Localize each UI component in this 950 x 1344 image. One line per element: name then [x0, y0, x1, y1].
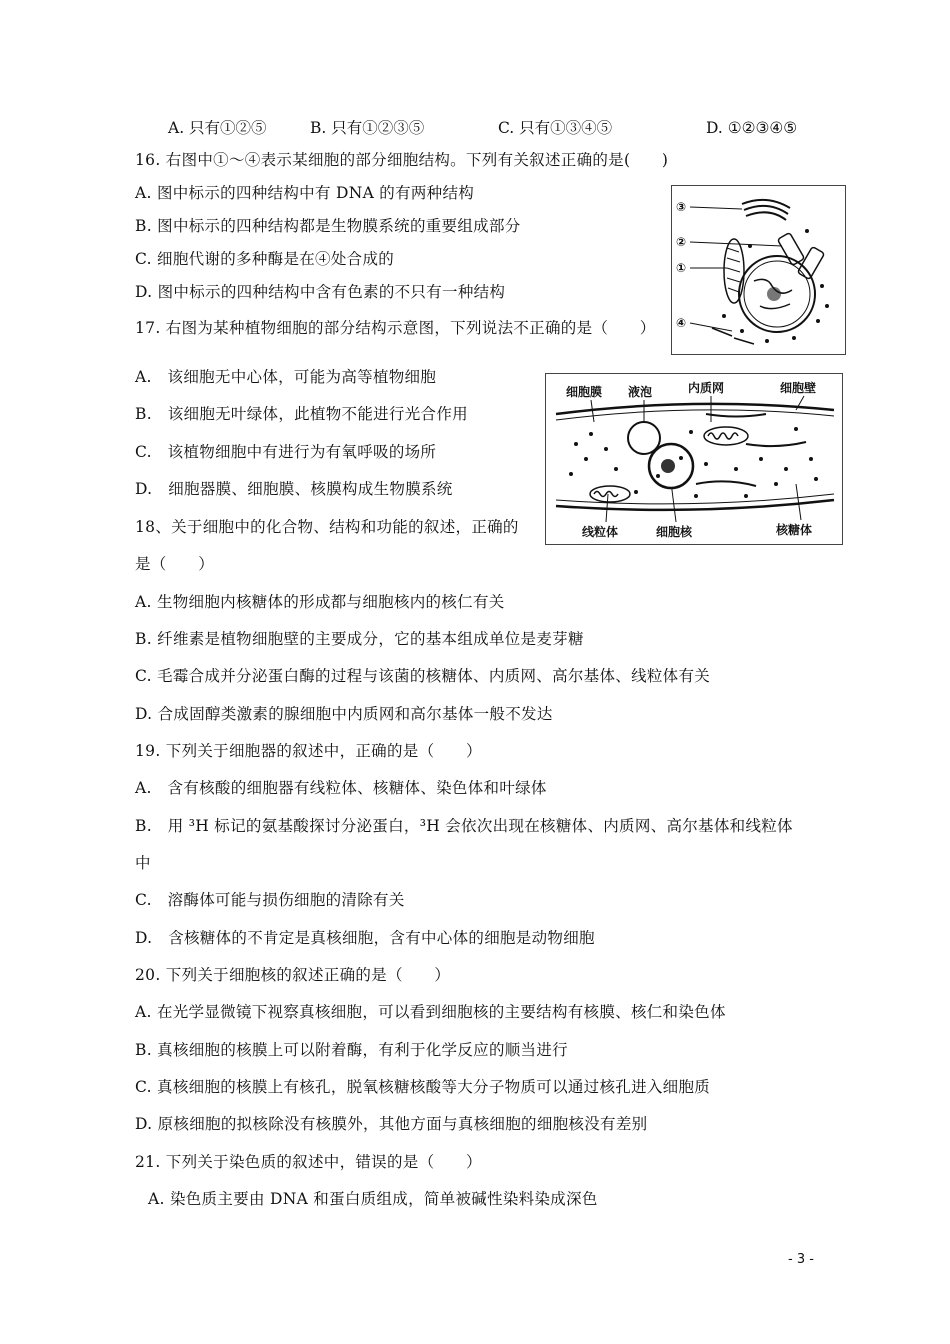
- q18-option-d: D. 合成固醇类激素的腺细胞中内质网和高尔基体一般不发达: [135, 705, 553, 723]
- animal-cell-diagram: [672, 186, 845, 354]
- q19-option-d: D. 含核糖体的不肯定是真核细胞，含有中心体的细胞是动物细胞: [135, 929, 595, 947]
- label-vacuole: 液泡: [628, 385, 653, 399]
- er-fragment: [712, 328, 754, 344]
- q16-option-a: A. 图中标示的四种结构中有 DNA 的有两种结构: [135, 184, 475, 202]
- q17-cell-figure: [545, 373, 843, 545]
- q20-option-d: D. 原核细胞的拟核除没有核膜外，其他方面与真核细胞的细胞核没有差别: [135, 1115, 648, 1133]
- q16-stem: 16. 右图中①～④表示某细胞的部分细胞结构。下列有关叙述正确的是( ): [135, 151, 669, 169]
- q19-option-c: C. 溶酶体可能与损伤细胞的清除有关: [135, 891, 405, 909]
- q18-stem-line2: 是（ ）: [135, 555, 215, 573]
- q17-option-d: D. 细胞器膜、细胞膜、核膜构成生物膜系统: [135, 480, 453, 498]
- label-2: ②: [676, 235, 687, 249]
- label-cell-membrane: 细胞膜: [566, 385, 603, 399]
- q19-stem: 19. 下列关于细胞器的叙述中，正确的是（ ）: [135, 742, 482, 760]
- q18-stem-line1: 18、关于细胞中的化合物、结构和功能的叙述，正确的: [135, 518, 519, 536]
- q17-option-a: A. 该细胞无中心体，可能为高等植物细胞: [135, 368, 437, 386]
- q21-stem: 21. 下列关于染色质的叙述中，错误的是（ ）: [135, 1153, 482, 1171]
- golgi-body: [742, 200, 790, 220]
- label-nucleus: 细胞核: [656, 525, 693, 539]
- q17-option-b: B. 该细胞无叶绿体，此植物不能进行光合作用: [135, 405, 468, 423]
- q15-option-b: B. 只有①②③⑤: [310, 119, 425, 137]
- q19-option-b-line2: 中: [135, 854, 151, 872]
- q20-stem: 20. 下列关于细胞核的叙述正确的是（ ）: [135, 966, 451, 984]
- nucleus: [739, 256, 815, 332]
- q19-option-a: A. 含有核酸的细胞器有线粒体、核糖体、染色体和叶绿体: [135, 779, 547, 797]
- q19-option-b-line1: B. 用 ³H 标记的氨基酸探讨分泌蛋白，³H 会依次出现在核糖体、内质网、高尔基体和线粒体: [135, 817, 793, 835]
- label-mitochondrion: 线粒体: [582, 525, 619, 539]
- mitochondrion: [724, 239, 744, 303]
- label-4: ④: [676, 316, 687, 330]
- q16-option-b: B. 图中标示的四种结构都是生物膜系统的重要组成部分: [135, 217, 521, 235]
- q18-option-b: B. 纤维素是植物细胞壁的主要成分，它的基本组成单位是麦芽糖: [135, 630, 584, 648]
- nucleus: [649, 444, 693, 488]
- q16-option-c: C. 细胞代谢的多种酶是在④处合成的: [135, 250, 395, 268]
- label-ribosome: 核糖体: [776, 523, 813, 537]
- q20-option-b: B. 真核细胞的核膜上可以附着酶，有利于化学反应的顺当进行: [135, 1041, 568, 1059]
- q16-option-d: D. 图中标示的四种结构中含有色素的不只有一种结构: [135, 283, 506, 301]
- q17-stem: 17. 右图为某种植物细胞的部分结构示意图，下列说法不正确的是（ ）: [135, 319, 656, 337]
- q15-option-a: A. 只有①②⑤: [168, 119, 267, 137]
- q15-option-d: D. ①②③④⑤: [706, 119, 798, 137]
- label-cell-wall: 细胞壁: [780, 381, 817, 395]
- plant-cell-diagram: [546, 374, 842, 544]
- q21-option-a: A. 染色质主要由 DNA 和蛋白质组成，简单被碱性染料染成深色: [148, 1190, 598, 1208]
- q16-cell-figure: [671, 185, 846, 355]
- q18-option-c: C. 毛霉合成并分泌蛋白酶的过程与该菌的核糖体、内质网、高尔基体、线粒体有关: [135, 667, 711, 685]
- q20-option-c: C. 真核细胞的核膜上有核孔，脱氧核糖核酸等大分子物质可以通过核孔进入细胞质: [135, 1078, 711, 1096]
- label-er: 内质网: [688, 381, 725, 395]
- page-number: - 3 -: [788, 1252, 814, 1267]
- q17-option-c: C. 该植物细胞中有进行为有氧呼吸的场所: [135, 443, 437, 461]
- label-3: ③: [676, 200, 687, 214]
- label-1: ①: [676, 261, 687, 275]
- q15-option-c: C. 只有①③④⑤: [498, 119, 613, 137]
- q18-option-a: A. 生物细胞内核糖体的形成都与细胞核内的核仁有关: [135, 593, 505, 611]
- q20-option-a: A. 在光学显微镜下视察真核细胞，可以看到细胞核的主要结构有核膜、核仁和染色体: [135, 1003, 726, 1021]
